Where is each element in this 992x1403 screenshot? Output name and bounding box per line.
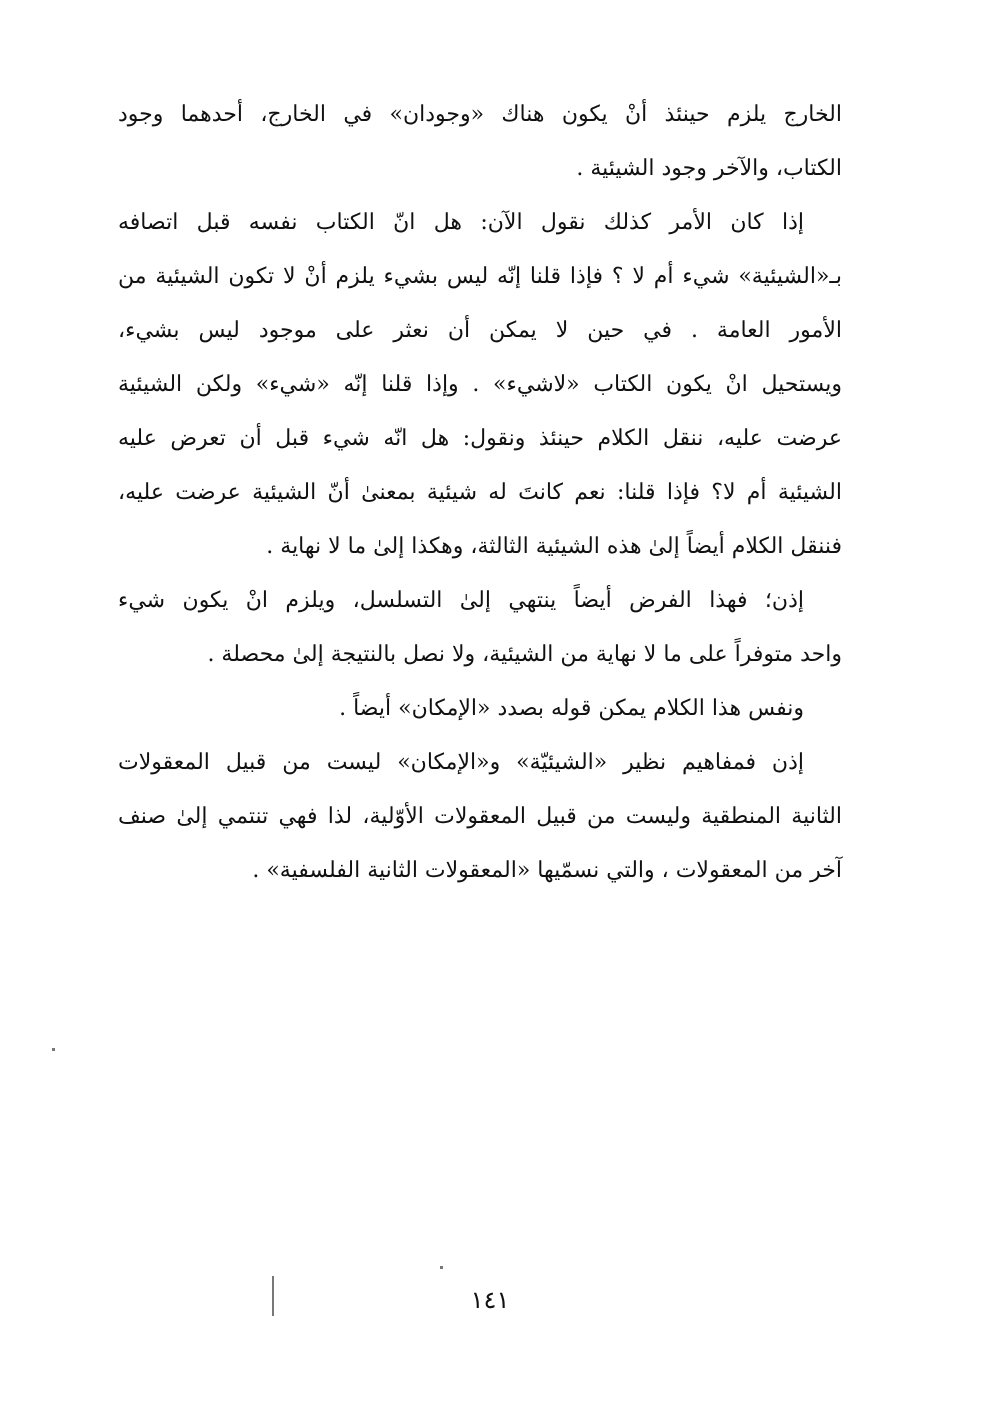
text-line: الكتاب، والآخر وجود الشيئية . [576, 156, 842, 181]
text-line: ويستحيل انْ يكون الكتاب «لاشيء» . وإذا قلنا إنّه «شيء» ولكن الشيئية [118, 372, 842, 397]
scan-mark [440, 1266, 443, 1269]
text-line: إذا كان الأمر كذلك نقول الآن: هل انّ الكتاب نفسه قبل اتصافه [118, 210, 804, 235]
body-text [118, 88, 842, 898]
text-line: عرضت عليه، ننقل الكلام حينئذ ونقول: هل انّه شيء قبل أن تعرض عليه [118, 426, 842, 451]
text-line: إذن؛ فهذا الفرض أيضاً ينتهي إلىٰ التسلسل، ويلزم انْ يكون شيء [118, 588, 804, 613]
scan-mark [272, 1276, 274, 1316]
text-line: الشيئية أم لا؟ فإذا قلنا: نعم كانتَ له شيئية بمعنىٰ أنّ الشيئية عرضت عليه، [118, 480, 842, 505]
text-line: إذن فمفاهيم نظير «الشيئيّة» و«الإمكان» ليست من قبيل المعقولات [118, 750, 804, 775]
text-line: الثانية المنطقية وليست من قبيل المعقولات الأوّلية، لذا فهي تنتمي إلىٰ صنف [118, 804, 842, 829]
text-line: الخارج يلزم حينئذ أنْ يكون هناك «وجودان» في الخارج، أحدهما وجود [118, 102, 842, 127]
text-line: واحد متوفراً على ما لا نهاية من الشيئية، ولا نصل بالنتيجة إلىٰ محصلة . [207, 642, 842, 667]
text-line: ونفس هذا الكلام يمكن قوله بصدد «الإمكان» أيضاً . [339, 696, 804, 721]
text-line: فننقل الكلام أيضاً إلىٰ هذه الشيئية الثالثة، وهكذا إلىٰ ما لا نهاية . [266, 534, 842, 559]
scan-mark [52, 1048, 55, 1051]
text-line: الأمور العامة . في حين لا يمكن أن نعثر على موجود ليس بشيء، [118, 318, 842, 343]
text-line: آخر من المعقولات ، والتي نسمّيها «المعقولات الثانية الفلسفية» . [252, 858, 842, 883]
text-line: بـ«الشيئية» شيء أم لا ؟ فإذا قلنا إنّه ليس بشيء يلزم أنْ لا تكون الشيئية من [118, 264, 842, 289]
page-number: ١٤١ [470, 1286, 510, 1314]
